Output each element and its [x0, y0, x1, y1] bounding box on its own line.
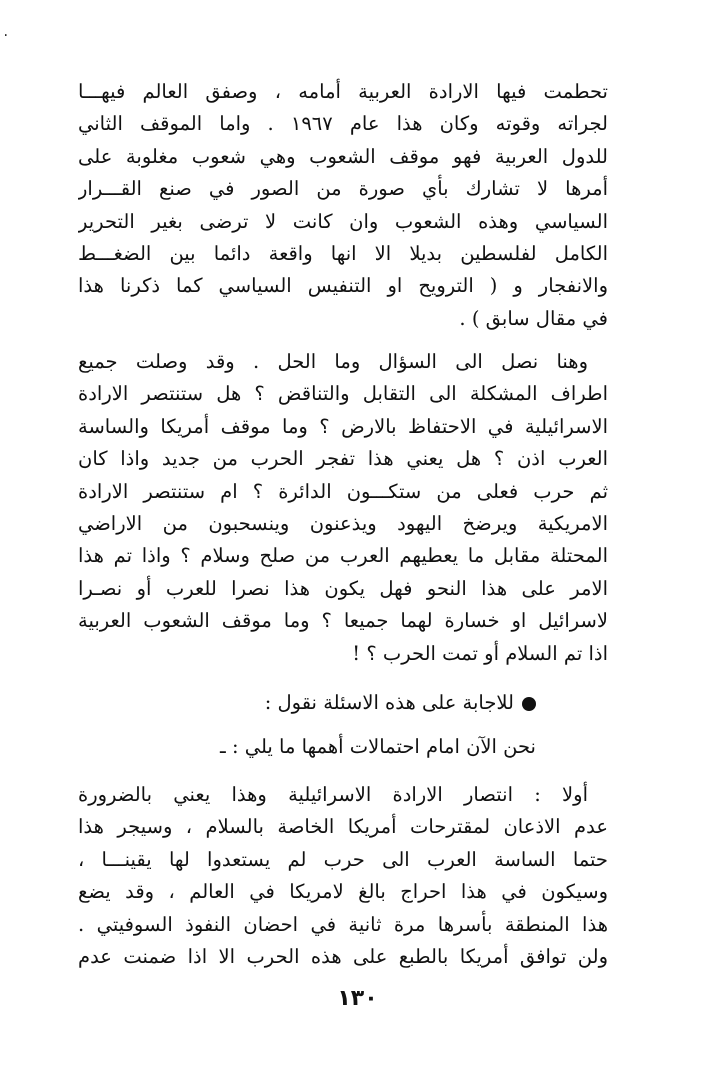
- text-line: والانفجار و ( الترويح او التنفيس السياسي كما ذكرنا هذا: [78, 274, 608, 298]
- text-line: الاسرائيلية في الاحتفاظ بالارض ؟ وما موقف أمريكا والساسة: [78, 414, 608, 438]
- text-line: أمرها لا تشارك بأي صورة من الصور في صنع القـــرار: [78, 177, 608, 201]
- text-line: ولن توافق أمريكا بالطبع على هذه الحرب الا اذا ضمنت عدم: [78, 945, 608, 969]
- page-number: ١٣٠: [337, 986, 378, 1011]
- paragraph-2: [78, 346, 608, 670]
- text-line: الامريكية ويرضخ اليهود ويذعنون وينسحبون من الاراضي: [78, 512, 608, 536]
- text-line: وهنا نصل الى السؤال وما الحل . وقد وصلت جميع: [78, 350, 588, 373]
- paragraph-3: [78, 731, 608, 763]
- text-line: أولا : انتصار الارادة الاسرائيلية وهذا يعني بالضرورة: [78, 783, 588, 806]
- text-line: لجراته وقوته وكان هذا عام ١٩٦٧ . واما الموقف الثاني: [78, 112, 608, 136]
- bullet-icon: [522, 697, 536, 711]
- text-line: للدول العربية فهو موقف الشعوب وهي شعوب مغلوبة على: [78, 144, 608, 168]
- text-line: لاسرائيل او خسارة لهما جميعا ؟ وما موقف الشعوب العربية: [78, 609, 608, 633]
- text-line: نحن الآن امام احتمالات أهمها ما يلي : ـ: [220, 735, 536, 758]
- text-line: حتما الساسة العرب الى حرب لم يستعدوا لها يقينـــا ،: [78, 847, 608, 871]
- text-line: اطراف المشكلة الى التقابل والتناقض ؟ هل ستنتصر الارادة: [78, 382, 608, 406]
- paragraph-4: [78, 779, 608, 973]
- text-line: وسيكون في هذا احراج بالغ لامريكا في العالم ، وقد يضع: [78, 880, 608, 904]
- text-line: عدم الاذعان لمقترحات أمريكا الخاصة بالسلام ، وسيجر هذا: [78, 815, 608, 839]
- text-line: الامر على هذا النحو فهل يكون هذا نصرا للعرب أو نصـرا: [78, 576, 608, 600]
- text-line: هذا المنطقة بأسرها مرة ثانية في احضان النفوذ السوفيتي .: [78, 912, 608, 936]
- text-line: العرب اذن ؟ هل يعني هذا تفجر الحرب من جديد واذا كان: [78, 447, 608, 471]
- text-line: السياسي وهذه الشعوب وان كانت لا ترضى بغير التحرير: [78, 209, 608, 233]
- text-line: ثم حرب فعلى من ستكـــون الدائرة ؟ ام ستنتصر الارادة: [78, 479, 608, 503]
- text-line: تحطمت فيها الارادة العربية أمامه ، وصفق العالم فيهـــا: [78, 80, 608, 103]
- text-line: اذا تم السلام أو تمت الحرب ؟ !: [352, 641, 608, 665]
- text-line: المحتلة مقابل ما يعطيهم العرب من صلح وسلام ؟ واذا تم هذا: [78, 544, 608, 568]
- corner-mark: ٠: [2, 27, 10, 43]
- bullet-text: للاجابة على هذه الاسئلة نقول :: [264, 691, 514, 714]
- bullet-heading: [78, 687, 608, 719]
- text-line: في مقال سابق ) .: [459, 306, 608, 330]
- text-line: الكامل لفلسطين بديلا الا انها واقعة دائما بين الضغـــط: [78, 242, 608, 266]
- paragraph-1: [78, 76, 608, 335]
